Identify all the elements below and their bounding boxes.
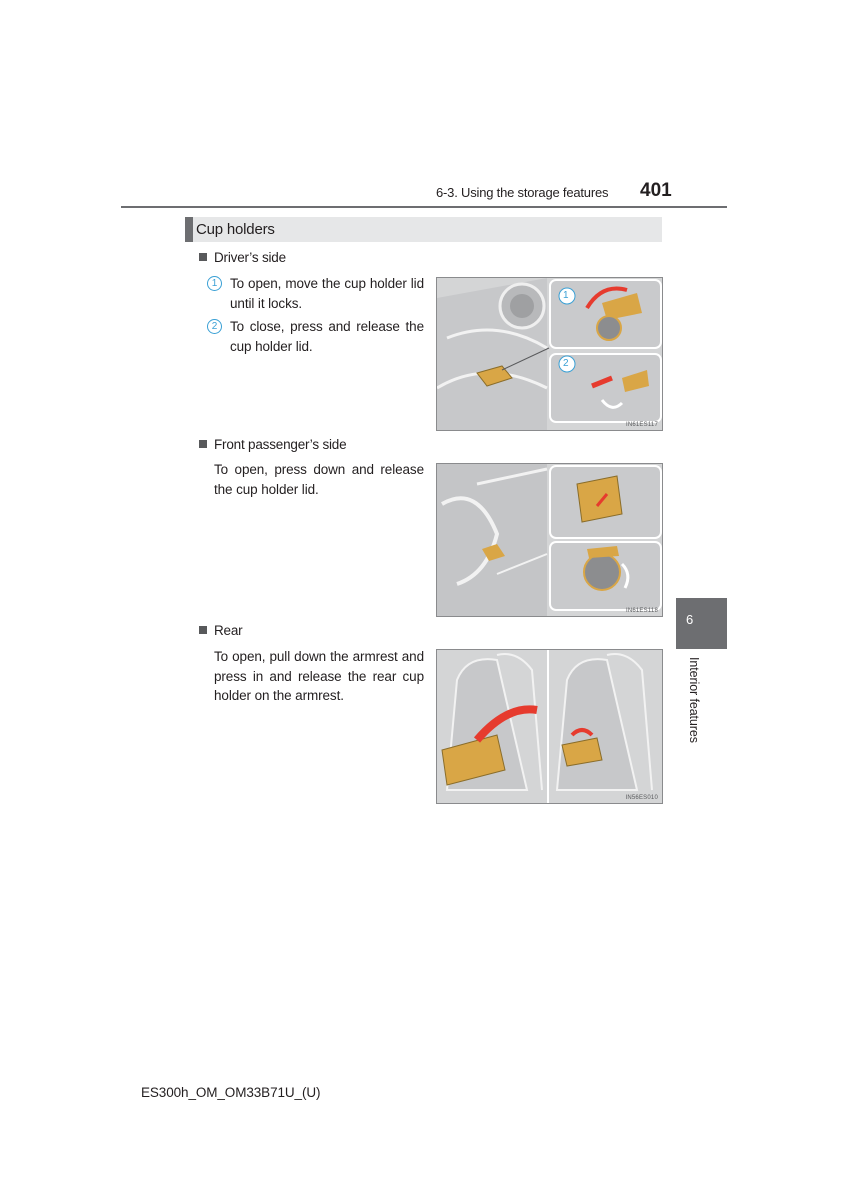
step-2-number-icon: 2 (207, 319, 222, 334)
passenger-cup-holder-illustration (436, 463, 663, 617)
rear-text: To open, pull down the armrest and press in and release the rear cup holder on the armrest. (214, 649, 424, 703)
rear-heading (199, 623, 242, 638)
header-divider (121, 206, 727, 208)
drivers-cup-holder-illustration (436, 277, 663, 431)
section-title: Cup holders (196, 221, 275, 238)
figure-code: IN61ES118 (625, 608, 658, 614)
chapter-label: Interior features (687, 657, 701, 743)
square-bullet-icon (199, 253, 207, 261)
passenger-side-text: To open, press down and release the cup holder lid. (214, 462, 424, 497)
drivers-side-heading (199, 250, 286, 265)
chapter-number: 6 (686, 612, 694, 627)
drivers-step-2-text: To close, press and release the cup holder lid. (230, 319, 424, 354)
passenger-side-heading-text: Front passenger’s side (214, 437, 347, 452)
passenger-side-heading (199, 437, 346, 452)
page-number: 401 (640, 180, 672, 201)
drivers-side-heading-text: Driver’s side (214, 250, 286, 265)
square-bullet-icon (199, 626, 207, 634)
rear-heading-text: Rear (214, 623, 243, 638)
figure-callout-2: 2 (563, 358, 569, 369)
figure-code: IN61ES117 (625, 422, 658, 428)
drivers-step-1-text: To open, move the cup holder lid until it locks. (230, 276, 424, 311)
rear-armrest-illustration (436, 649, 663, 804)
figure-callout-1: 1 (563, 290, 569, 301)
figure-code: IN56ES010 (625, 795, 658, 801)
chapter-tab[interactable] (676, 598, 727, 649)
step-1-number-icon: 1 (207, 276, 222, 291)
document-code-footer: ES300h_OM_OM33B71U_(U) (141, 1085, 321, 1100)
square-bullet-icon (199, 440, 207, 448)
running-header-section: 6-3. Using the storage features (436, 185, 609, 200)
